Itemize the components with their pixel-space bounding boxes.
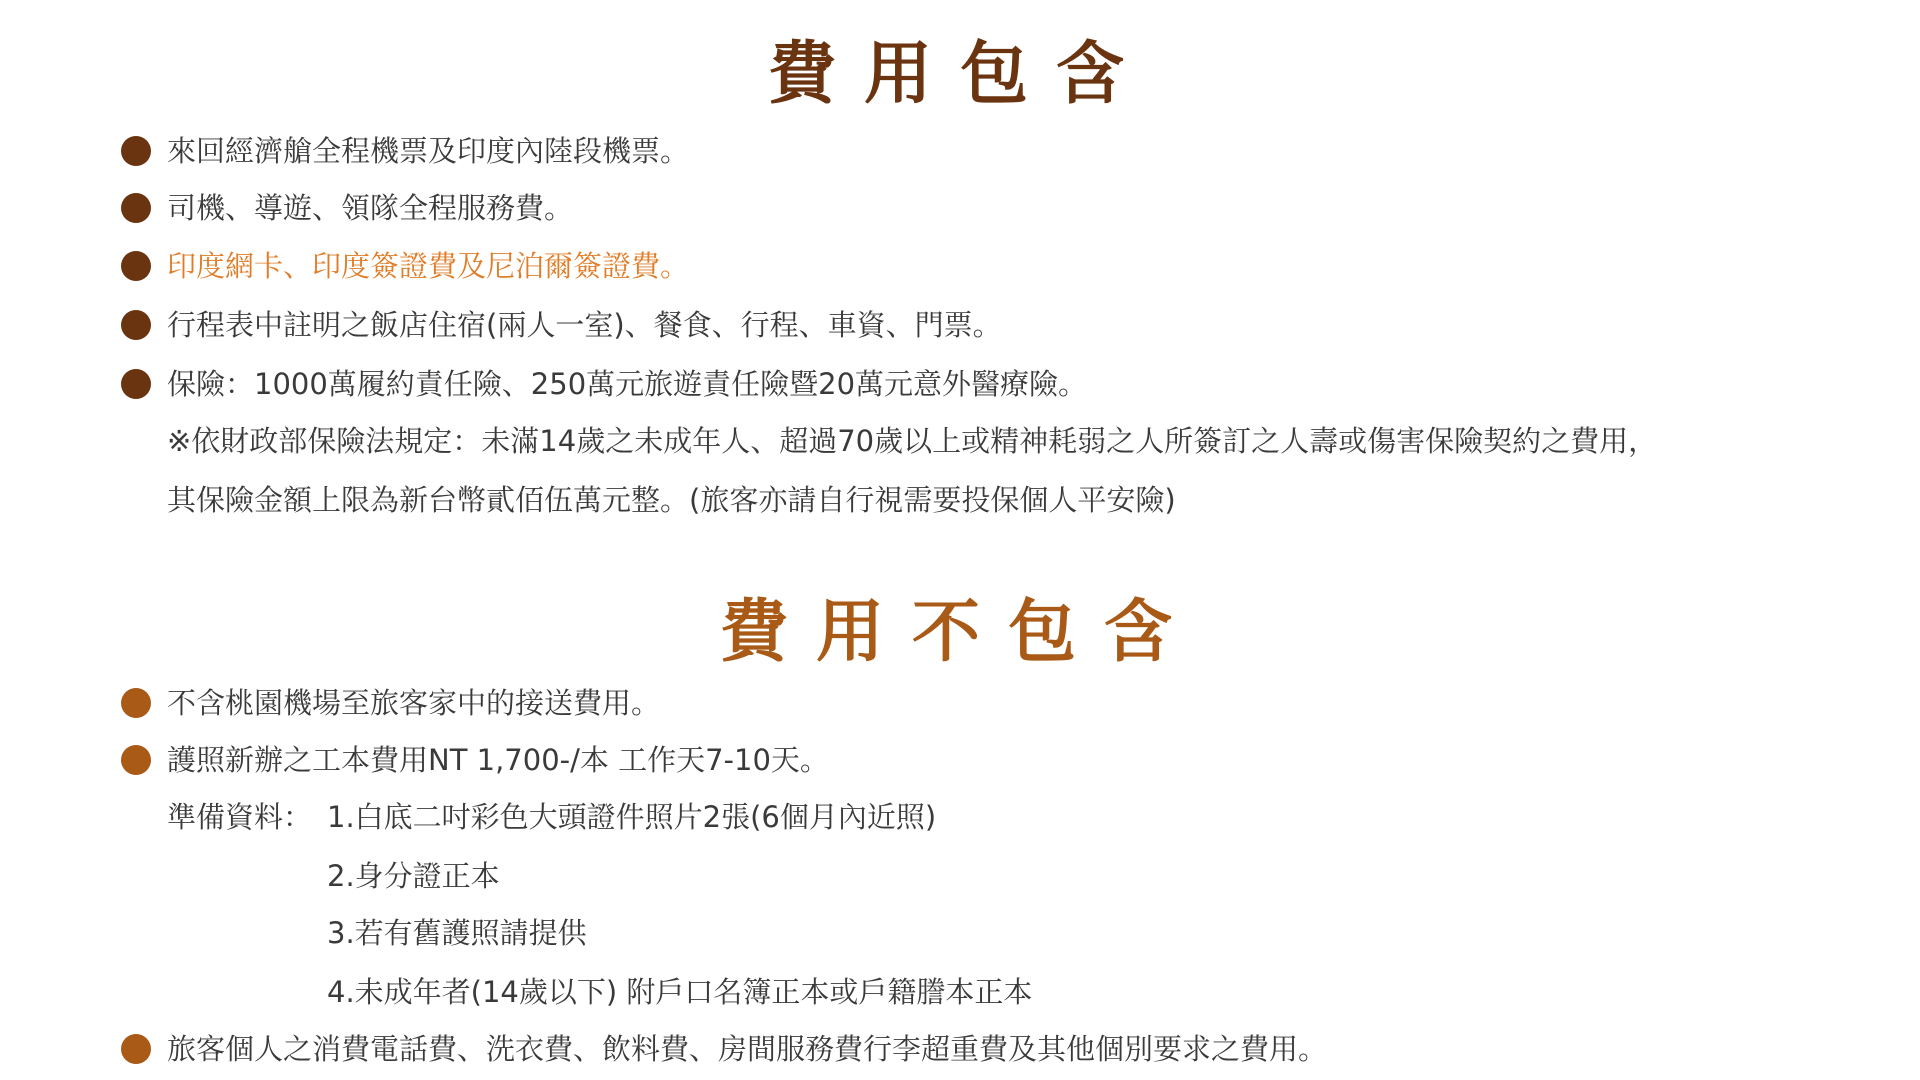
prep-label: 準備資料：	[167, 800, 313, 834]
included-item: 來回經濟艙全程機票及印度內陸段機票。	[167, 134, 690, 168]
prep-item: 2.身分證正本	[327, 859, 500, 893]
included-section-title: 費用包含	[767, 34, 1152, 114]
included-item: 行程表中註明之飯店住宿(兩人一室)、餐食、行程、車資、門票。	[167, 308, 1002, 342]
prep-item: 1.白底二吋彩色大頭證件照片2張(6個月內近照)	[327, 800, 937, 834]
bullet-icon	[121, 688, 151, 718]
bullet-icon	[121, 251, 151, 281]
bullet-icon	[121, 310, 151, 340]
excluded-item: 旅客個人之消費電話費、洗衣費、飲料費、房間服務費行李超重費及其他個別要求之費用。	[167, 1032, 1328, 1066]
excluded-item: 不含桃園機場至旅客家中的接送費用。	[167, 686, 661, 720]
bullet-icon	[121, 193, 151, 223]
bullet-icon	[121, 745, 151, 775]
insurance-note-line: 其保險金額上限為新台幣貳佰伍萬元整。(旅客亦請自行視需要投保個人平安險)	[167, 483, 1176, 517]
prep-item: 4.未成年者(14歲以下) 附戶口名簿正本或戶籍謄本正本	[327, 975, 1033, 1009]
bullet-icon	[121, 136, 151, 166]
excluded-section-title: 費用不包含	[719, 592, 1200, 672]
included-item: 司機、導遊、領隊全程服務費。	[167, 191, 574, 225]
bullet-icon	[121, 369, 151, 399]
prep-item: 3.若有舊護照請提供	[327, 916, 587, 950]
included-item-highlight: 印度網卡、印度簽證費及尼泊爾簽證費。	[167, 249, 690, 283]
insurance-note-line: ※依財政部保險法規定：未滿14歲之未成年人、超過70歲以上或精神耗弱之人所簽訂之人壽或傷害保險契約之費用，	[167, 424, 1658, 458]
bullet-icon	[121, 1034, 151, 1064]
included-item: 保險：1000萬履約責任險、250萬元旅遊責任險暨20萬元意外醫療險。	[167, 367, 1088, 401]
excluded-item: 護照新辦之工本費用NT 1,700-/本 工作天7-10天。	[167, 743, 829, 777]
